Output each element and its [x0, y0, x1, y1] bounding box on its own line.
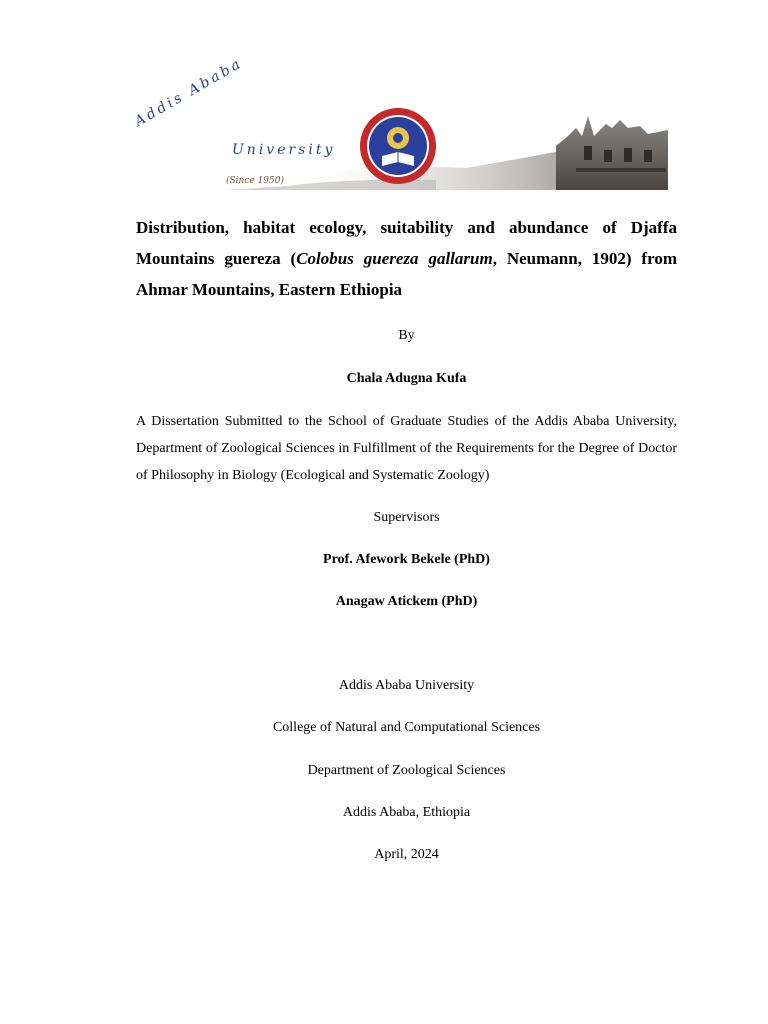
university-wordmark — [132, 55, 336, 190]
by-label: By — [398, 328, 415, 343]
wordmark-line-1: Addis Ababa — [132, 55, 246, 130]
institution-university: Addis Ababa University — [338, 678, 475, 693]
author-name: Chala Adugna Kufa — [346, 371, 467, 386]
title-part-1: Distribution, habitat ecology, suitability and abundance of Djaffa Mountains guereza ( — [136, 218, 677, 268]
wordmark-since: (Since 1950) — [226, 176, 284, 186]
supervisors-label: Supervisors — [373, 510, 440, 525]
supervisor-2: Anagaw Atickem (PhD) — [335, 594, 478, 609]
submission-date: April, 2024 — [374, 847, 439, 862]
title-species: Colobus guereza gallarum — [296, 249, 493, 268]
dissertation-title — [136, 212, 677, 305]
institution-department: Department of Zoological Sciences — [307, 763, 506, 778]
institution-location: Addis Ababa, Ethiopia — [342, 805, 471, 820]
institution-college: College of Natural and Computational Sciences — [272, 720, 541, 735]
university-banner — [132, 55, 668, 190]
submission-statement: A Dissertation Submitted to the School of Graduate Studies of the Addis Ababa University, Department of Zoological Sciences in Fulfillment of the Requirements for the Degree of Doctor of Philosophy in Biology (Ecological and Systematic Zoology) — [136, 414, 677, 483]
supervisor-1: Prof. Afework Bekele (PhD) — [323, 552, 490, 567]
title-part-2: , Neumann, 1902) from Ahmar Mountains, Eastern Ethiopia — [136, 249, 677, 299]
wordmark-line-2: University — [232, 142, 336, 158]
